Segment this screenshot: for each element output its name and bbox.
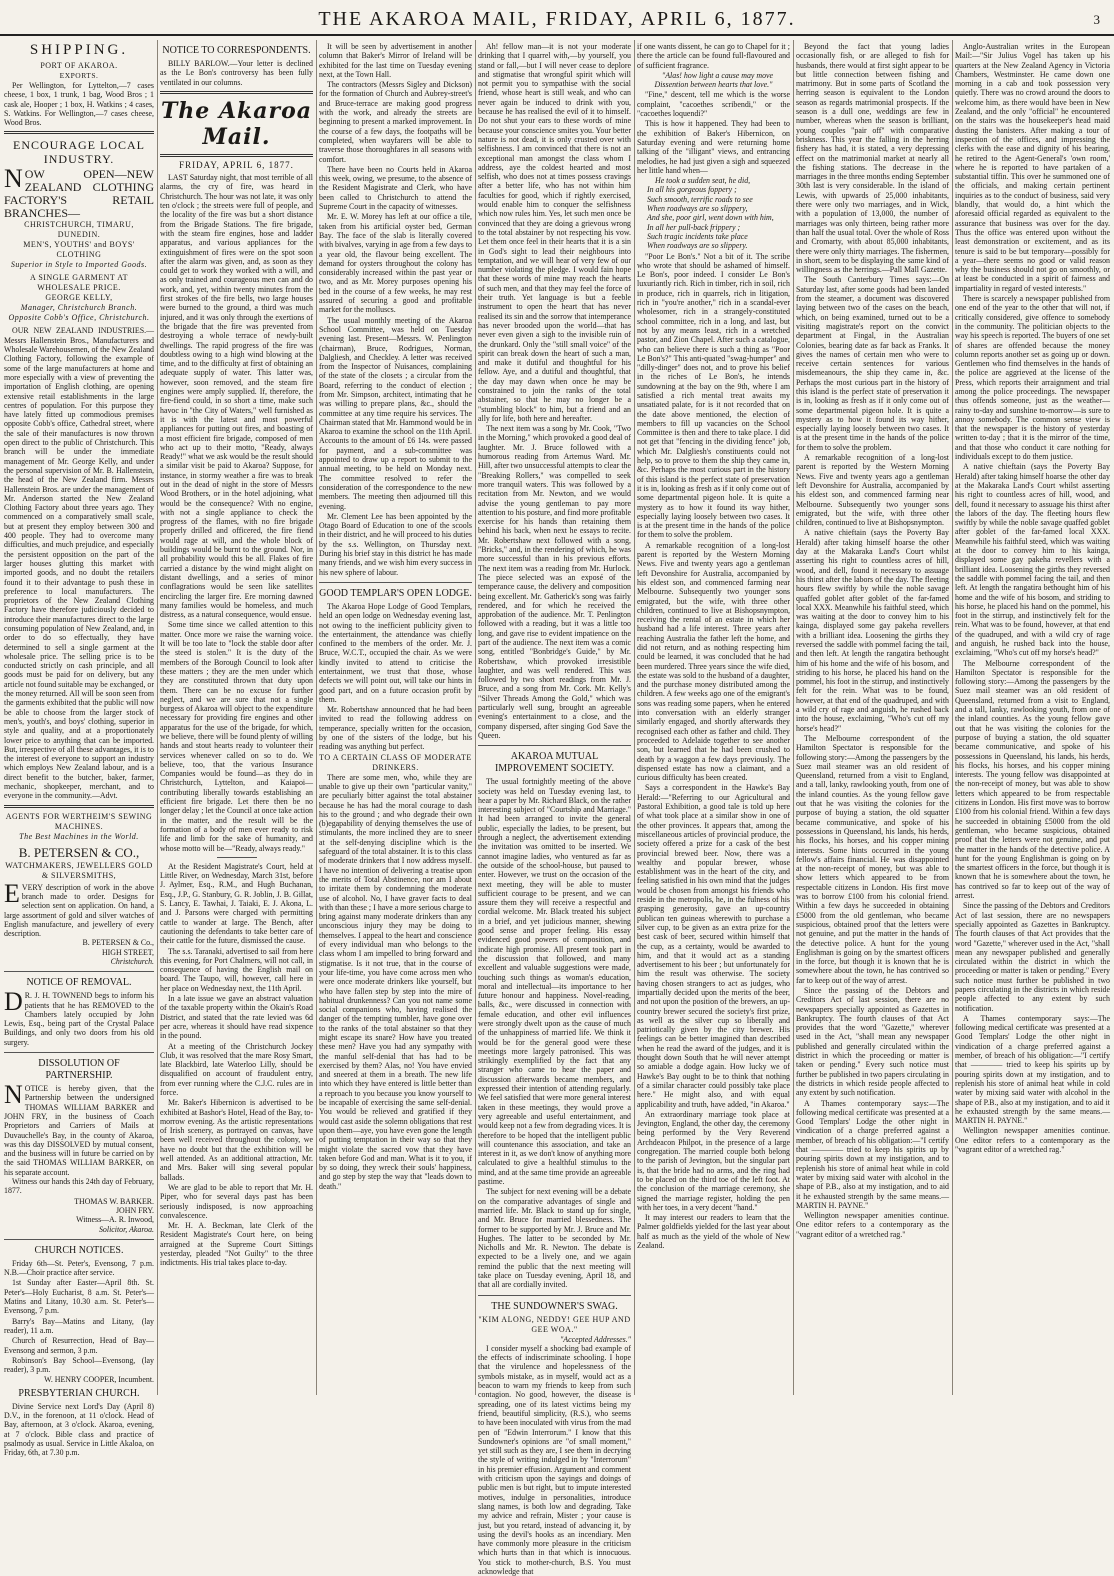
swag-accepted: "Accepted Addresses." (559, 1334, 631, 1344)
verse-quote: "Alas! how light a cause may move Dissention between hearts that love." (654, 70, 774, 90)
column-rule (793, 40, 794, 1395)
thames-certificate: A Thames contemporary says:—The following medical certificate was presented at a Good Templars' Lodge the other night in vindication of a charge preferred against a member, of breach of his obligation:—"I certify that ———— tried to keep his spirits up by pouring spirits down at my instigation, and to replenish his store of animal heat while in cold water by mixing said water with alcohol in the shape of P.B., also at my instigation, and to aid it he exhausted strength by the same means.—MARTIN H. PAYNE." (955, 1013, 1110, 1126)
divider (160, 154, 313, 157)
correspondents-text: BILLY BARLOW.—Your letter is declined as the Le Bon's controversy has been fully ventilated in our columns. (160, 59, 313, 87)
advert-wholesale: A SINGLE GARMENT AT WHOLESALE PRICE. (29, 273, 129, 293)
swag-column-cont: if one wants dissent, he can go to Chapel for it ; there the article can be found full-flavoured and of sufficient fragrance. (637, 42, 790, 70)
paper-nameplate: The Akaroa Mail. (160, 97, 313, 150)
removal-text: R. J. H. TOWNEND begs to inform his patients that he has REMOVED to the Chambers lately occupied by John Lewis, Esq., being part of the Crystal Palace Buildings, and only two doors from his old surgery. (4, 991, 154, 1047)
templar-subheading: TO A CERTAIN CLASS OF MODERATE DRINKERS. (319, 752, 472, 772)
mirror-notice: It will be seen by advertisement in another column that Baker's Mirror of Ireland will be exhibited for the last time on Tuesday evening next, at the Town Hall. (319, 42, 472, 79)
dissolution-notice (4, 1080, 154, 1177)
encourage-heading: ENCOURAGE LOCAL INDUSTRY. (13, 138, 145, 167)
church-notice: Barry's Bay—Matins and Litany, (lay reader), 11 a.m. (4, 1316, 154, 1335)
port-heading: PORT OF AKAROA. (40, 61, 118, 70)
parent-recognition: A remarkable recognition of a long-lost parent is reported by the Western Morning News. Five and twenty years ago a gentleman left Devonshire for Australia, accompanied by his eldest son, and commenced farming near Melbourne. Subsequently two younger sons emigrated, but the wife, with three other children, continued to live at Bishopsnympton, receiving the rental of an estate in which her husband had a life interest. Three years after reaching Australia the father left the home, and did not return, and as nothing respecting him could be learned, it was concluded that he had been murdered. Three years since the wife died, the estate was sold to the husband of a daughter, and the purchase money distributed among the children. A few weeks ago one of the emigrant's sons was reading some papers, when he entered into conversation with an elderly stranger similarly engaged, and shortly afterwards they recognised each other as father and child. They proceeded to Adelaide together to see another son, but learned that he had been crushed to death by a waggon a few days previously. The dispensed estate has now a claimant, and a curious difficulty has been created. (637, 540, 790, 783)
swag-paragraph: "Fine," descent, tell me which is the worse complaint, "cacoethes scribendi," or the "cacoethes loquendi?" (637, 90, 790, 119)
church-notice: Church of Resurrection, Head of Bay—Evensong and sermon, 3 p.m. (4, 1336, 154, 1355)
swag-paragraph: "Poor Le Bon's." Not a bit of it. The scribe who wrote that should be ashamed of himself. Le Bon's, poor indeed. I consider Le Bon's luxuriantly rich. Rich in timber, rich in soil, rich in produce, rich in quarrels, rich in litigation, rich in "you're another," rich in a scandal-ever wholesomer, rich in a strangely-constituted school committee, rich in a long, and last, but not by any means least, rich in a wretched pastor, and Zion Chapel. After such a catalogue, who can believe there is such a thing as "Poor Le Bon's?" This anti-quated "swag-humper" and "dilly-dinger" does not, and to prove his belief in the riches of Le Bon's, he intends sundowning at the bay on the 9th, where I am satisfied a rich mental treat awaits my unsatiated palate, for is it not recorded that on the date above mentioned, the election of members to fill up vacancies on the School Committee is then and there to take place. I did not get that "fencing in the dividing fence" job, which Mr. Dalgliesh's constituents could not help, so to prove to them the ship they came in, &c. Perhaps the most curious part in the history of this island is the perfect state of preservation it is in, looking as fresh as if it only come out of some departmental pigeon hole. It is quite a mystery as to how it found its way hither, especially laying loosely between two cases. It is at the present time in the hands of the police for them to solve the problem. (637, 251, 790, 540)
vogel-article: Anglo-Australian writes in the European Mail:—"Sir Julius Vogel has taken up his quarters at the New Zealand Agency in Victoria Chambers, Westminster. He came down one morning in a cab and took possession very quietly. There was no crowd around the doors to welcome him, as there would have been in New Zealand, and the only "official" he encountered on the stairs was the housekeeper's head maid dusting the banisters. After making a tour of inspection of the offices, and impressing the clerks with the ease and dignity of his bearing, he retired to the Agent-General's 'own room,' where he is reported to have partaken of a substantial tiffin. This over he summoned one of the officials, and making certain pertinent inquiries as to the conduct of business, said very blandly, that would do, a hint which the aforesaid official regarded as equivalent to the assurance that business was over for the day. Thus the office was entered upon without the least demonstration or excitement, and as its tenure is said to be but temporary—possibly for a year—there seems no good or valid reason why the business should not go on smoothly, or at least be conducted in a spirit of fairness and impartiality in regard of vested interests." (955, 42, 1110, 293)
templar-heading: GOOD TEMPLAR'S OPEN LODGE. (319, 587, 472, 599)
church-notice: Robinson's Bay School—Evensong, (lay reader), 3 p.m. (4, 1355, 154, 1375)
column-5 (637, 42, 790, 1394)
templar-report-2: Mr. Robertshaw announced that he had been invited to read the following address on temperance, specially written for the occasion, by one of the sisters of the lodge, but his reading was anything but perfect. (319, 705, 472, 752)
long-lost-parent: A remarkable recognition of a long-lost parent is reported by the Western Morning News. Five and twenty years ago a gentleman left Devonshire for Australia, accompanied by his eldest son, and commenced farming near Melbourne. Subsequently two younger sons emigrated, but the wife, with three other children, continued to live at Bishopsnympton. (796, 453, 949, 528)
divider (4, 805, 154, 808)
solicitor-line: Solicitor, Akaroa. (98, 1224, 154, 1234)
column-3 (319, 42, 472, 1394)
firm-address: HIGH STREET, (101, 947, 154, 957)
drop-cap: N (4, 164, 23, 194)
swag-motto: "KIM ALONG, NEDDY! GEE HUP AND GEE WOA." (478, 1314, 631, 1334)
petersen-text: VERY description of work in the above branch made to order. Designs for selection sent on application. On hand, a large assortment of gold and silver watches of English manufacture, and jewellery of every description. (4, 882, 154, 939)
signature-fry: JOHN FRY. (115, 1205, 154, 1215)
column-1 (4, 42, 154, 1458)
exports-label: EXPORTS. (59, 71, 99, 80)
factory-article: OUR NEW ZEALAND INDUSTRIES.—Messrs Hallenstein Bros., Manufacturers and Wholesale Warehousemen, of the New Zealand Clothing Factory, following the example of some of the large manufacturers at home and more especially with a view of preventing the importation of English clothing, are opening extensive retail establishments in the large centres of population. For this purpose they have lately fitted up commodious premises opposite Cobb's office, Cathedral street, where the sale of their manufactures is now thrown open direct to the public of Christchurch. This branch will be under the immediate management of Mr. George Kelly, and under the personal supervision of Mr. B. Hallenstein, the head of the New Zealand firm. Messrs Hallenstein Bros. are under the management of Mr. Anderson started the New Zealand Clothing Factory about three years ago. They commenced on a comparatively small scale, but at present they employ between 300 and 400 people. They had to overcome many difficulties, and much prejudice, and especially the persistent opposition on the part of the larger houses glutting this market with imported goods, and no doubt the retailers found it to their advantage to push these in preference to local manufacturers. The proprietors of the New Zealand Clothing Factory have therefore judiciously decided to introduce their manufactures direct to the large consuming population of New Zealand, and, in order to do so effectually, they have determined to sell a single garment at the wholesale price. The selling price is to be conducted strictly on cash principle, and all goods must be paid for on delivery, but any article not found suitable may be exchanged, or the money returned. All will be soon seen from the garments exhibited that the public will now be able to choose from the larger stock of men's, youth's, and boys' clothing, superior in style and quality, and at a proportionately lower price to anything that can be imported. But, irrespective of all these advantages, it is to the interest of everyone to support an industry which employs New Zealand labour, and is a direct benefit to the butcher, baker, farmer, mechanic, shopkeeper, merchant, and to everyone in the community.—Advt. (4, 326, 154, 801)
dissolution-text: OTICE is hereby given, that the Partnership between the undersigned THOMAS WILLIAM BARKER and JOHN FRY, in the business of Coach Proprietors and Carriers of Mails at Duvauchelle's Bay, in the county of Akaroa, was this day DISSOLVED by mutual consent, and the business will in future be carried on by the said THOMAS WILLIAM BARKER, on his separate account. (4, 1084, 154, 1177)
chieftain-story: A native chieftain (says the Poverty Bay Herald) after taking himself hoarse the other day at the Makaraka Land's Court whilst asserting his right to countless acres of hill, wood, and dell, found it necessary to assuage his thirst after the labors of the day. The fleeting hours flew swiftly by while the noble savage quaffed goblet after goblet of the far-famed local XXX. Meanwhile his faithful steed, which was waiting at the door to convey him to his kainga, displayed some gay pakeha revellers with a brilliant idea. Loosening the girths they reversed the saddle with pommel facing the tail, and then left. At length the rangatira bethought him of his home and the wife of his bosom, and striding to his horse, he placed his hand on the pommel, his foot in the stirrup, and instinctively felt for the rein. What was to be found, however, at that end of the quadruped, and with a wild cry of rage and anguish, he rushed back into the house, exclaiming, "Who's cut off my horse's head?" (796, 528, 949, 733)
firm-city: Christchurch. (110, 957, 154, 966)
melbourne-story: The Melbourne correspondent of the Hamilton Spectator is responsible for the following story:—Among the passengers by the Suez mail steamer was an old resident of Queensland, returned from a visit to England, and a tall, lanky, rawlooking youth, from one of the inland counties. As the young fellow gave out that he was visiting the colonies for the purpose of buying a station, the old squatter became communicative, and spoke of his possessions in Queensland, his lands, his herds, his flocks, his horses, and his copper mining interests. Some hints occurred in the young fellow's affairs financial. He was disappointed at the non-receipt of money, but was able to show letters which appeared to be from respectable citizens in London. His first move was to borrow £100 from his colonial friend. Within a few days he succeeded in obtaining £5000 from the old gentleman, who became suspicious, obtained proof that the letters were not genuine, and put the matter in the hands of the detective police. A hunt for the young Englishman is going on by the smartest officers in the force, but though it is known that he is somewhere about the town, he has contrived so far to keep out of the way of arrest. (796, 733, 949, 985)
advert-clothing: MEN'S, YOUTHS' and BOYS' CLOTHING (23, 240, 135, 260)
shipping-heading: SHIPPING. (29, 42, 129, 58)
correspondents-heading: NOTICE TO CORRESPONDENTS. (162, 45, 311, 56)
divider (4, 1239, 154, 1240)
church-heading: CHURCH NOTICES. (34, 1244, 124, 1256)
mutual-heading: AKAROA MUTUAL IMPROVEMENT SOCIETY. (494, 751, 615, 775)
convict-report: The South Canterbury Times says:—On Saturday last, after some goods had been landed from the steamer, a document was discovered laying between two of the cases on the beach, which, on being examined, turned out to be a visiting magistrate's report on the convict department at Fingal, in the Australian Colonies, bearing date as far back as Franks. It gives the names of certain men who were to receive certain sentences for various misdemeanours, the ship they came in, &c. Perhaps the most curious part in the history of this island is the perfect state of preservation it is in, looking as fresh as if it only come out of some departmental pigeon hole. It is quite a mystery as to how it found its way hither, especially laying loosely between two cases. It is at the present time in the hands of the police for them to solve the problem. (796, 275, 949, 452)
church-notice: Friday 6th—St. Peter's, Evensong, 7 p.m. N.B.—Choir practice after service. (4, 1258, 154, 1278)
signature-barker: THOMAS W. BARKER. (74, 1196, 154, 1206)
advert-opposite: Opposite Cobb's Office, Christchurch. (8, 313, 150, 323)
drop-cap: E (4, 878, 20, 908)
court-report: At the Resident Magistrate's Court, held at Little River, on Wednesday, March 31st, before J. Aylmer, Esq., R.M., and Hugh Buchanan, Esq., J.P., G. Stanbury, G. R. Joblin, J. B. Gillat, S. Lancy, E. Tawhai, J. Taiaki, E. J. Akona, L. and J. Parsons were charged with permitting cattle to wander at large. The Bench, after cautioning the defendants to take better care of their cattle for the future, dismissed the cause. (160, 861, 313, 946)
clement-lee-notice: Mr. Clement Lee has been appointed by the Otago Board of Education to one of the scools in their district, and he will proceed to his duties by the s.s. Wellington, on Thursday next. During his brief stay in this district he has made many friends, and we wish him every success in his new sphere of labour. (319, 511, 472, 577)
firm-name: B. PETERSEN & CO., (18, 844, 140, 860)
column-7 (955, 42, 1110, 1394)
column-4 (478, 42, 631, 1576)
rate-correction: In a late issue we gave an abstract valuation of the taxable property within the Okain's Road District, and stated that the rate levied was 6d per acre, whereas it should have read sixpence in the pound. (160, 994, 313, 1041)
templar-address-cont: Ah! fellow man—it is not your moderate drinking that I quarrel with,—by yourself, you stand or fall,—but I will never cease to deplore and stigmatise that wrongful spirit which will not permit you to sympathise with the social friend, whose heart is still weak, and who can never again be induced to drink with you, because he has realised the evil of it to himself. Do not shut your ears to these words of mine because your conscience smites you. Your better nature is not dead, it is only crusted over with selfishness. I am convinced that there is not an exceptional man amongst the class whom I address, aye the coldest hearted and most selfish, who does not at times possess cravings after a better life, who has not within him faculties for good, which if rightly exercised, would enable him to conquer the selfishness which now rules him. Yes, let such men once be convinced that they are doing a grievous wrong to the total abstainer by not respecting his vow. Let them once feel in their hearts that it is a sin in God's sight to lead their neighbours into temptation, and we will hear of very few of our number violating the pledge. I would fain hope that these words of mine may reach the hearts of such men, and that they may feel the force of their truth. Yet language is but a feeble instrument to open the heart that has never realised its sin and the sorrow that intemperance has never brooded upon the world—that has never even given a sigh to the invisible ruin of the drunkard. Only the "still small voice" of the spirit can break down the heart of such a man, and make it dutiful and thoughtful for his fellow. Aye, and a dutiful and thoughtful, that the day may dawn when once he may be constrained to join the ranks of the total abstainer, so that he may no longer be a "stumbling block" to him, but a friend and an ally for life, both here and hereafter. (478, 42, 631, 423)
advert-superior: Superior in Style to Imported Goods. (10, 260, 148, 270)
divider (478, 745, 631, 746)
newspaper-offence: There is scarcely a newspaper published from one end of the year to the other that will not, if critically considered, give offence to somebody in the community. The politician objects to the way his speech is reported. The buyers of one set of shares are offended because the money column reports another set as going up or down. Gentlemen who find themselves in the hands of the police are aggrieved at the license of the Press, which reports their arraignment and trial among the police proceedings. The newspaper thus offends someone, just as the weather—rainy to-day and sunshine to-morrow—is sure to annoy somebody. The common sense view is that the newspaper is the history of yesterday written to-day ; that it is the mirror of the time, and that those who conduct it care nothing for individuals except to do them justice. (955, 294, 1110, 462)
witness-line: Witness our hands this 24th day of February, 1877. (4, 1177, 154, 1196)
wellington-amenities: Wellington newspaper amenities continue. One editor refers to a contemporary as the "vagrant editor of a wretched rag." (796, 1211, 949, 1239)
firm-signature: B. PETERSEN & Co., (82, 938, 154, 948)
piper-notice: We are glad to be able to report that Mr. H. Piper, who for several days past has been seriously indisposed, is now approaching convalescence. (160, 1182, 313, 1220)
removal-notice (4, 987, 154, 1047)
advert-towns: CHRISTCHURCH, TIMARU, DUNEDIN. (24, 220, 134, 240)
column-rule (634, 40, 635, 1395)
templar-programme: The next item was a song by Mr. Cook, "Two in the Morning," which provoked a good deal of laughter. Mr. J. Bruce followed with a humorous reading from Artemus Ward. Mr. Hill, after two unsuccessful attempts to clear the "Breaking Rollers," was compelled to seek more tranquil waters. This was followed by a recitation from Mr. Newton, and we would advise the young gentleman to pay more attention to his posture, and find more profitable exercise for his hands than retaining them behind his back, when next he essays to recite. Mr. Robertshaw next followed with a song, "Bricks," and, in the rendering of which, he was more successful than in his previous efforts. The next item was a reading from Mr. Hurlock. The piece selected was an exposé of the temperance cause, the delivery and composition being excellent. Mr. Gatherick's song was fairly rendered, and for which he received the approbation of the audience. Mr. T. Penlington followed with a reading, but it was a little too long, and gave rise to evident impatience on the part of the audience. The next item was a comic song, entitled "Bonbridge's Guide," by Mr. Robertshaw, which provoked irresistible laughter, and was well rendered. This was followed by two short readings from Mr. J. Bruce, and a song from Mr. Cork. Mr. Kelly's "Silver Threads Among the Gold," which was particularly well sung, brought an agreeable evening's entertainment to a close, and the company dispersed, after singing God Save the Queen. (478, 424, 631, 740)
wellington-amenities: Wellington newspaper amenities continue. One editor refers to a contemporary as the "vagrant editor of a wretched rag." (955, 1126, 1110, 1155)
presbyterian-notice: Divine Service next Lord's Day (April 8) D.V., in the forenoon, at 11 o'clock. Head of Bay, afternoon, at 3 o'clock. Akaroa, evening, at 7 o'clock. Bible class and practice of psalmody as usual. Service in Little Akaloa, on Friday, 6th, at 7.30 p.m. (4, 1401, 154, 1458)
editorial-fire-2: Some time since we called attention to this matter. Once more we raise the warning voice. It will be too late to "lock the stable door after the steed is stolen." It is the duty of the members of the Borough Council to look after these matters ; they are the men under which they are constituted thrown that duty upon them. There can be no excuse for further neglect, and we are sure that not a single burgess of Akaroa will object to the expenditure necessary for providing fire engines and other apparatus for the use of the brigade, for which, we believe, there will be found plenty of willing hands and stout hearts ready to volunteer their services whenever called on so to do. We believe, too, that the various Insurance Companies would be found—as they do in Christchurch, Lyttelton, and Kaiapoi—contributing liberally towards establishing an efficient fire brigade. Let there then be no longer delay ; let the Council at once take action in the matter, and the result will be the formation of a body of men ever ready to risk life and limb for the sake of humanity, and whose motto will be—"Ready, always ready." (160, 620, 313, 853)
drop-cap: N (4, 1080, 23, 1110)
clothing-advert (4, 164, 154, 323)
agents-heading: AGENTS FOR WERTHEIM'S SEWING MACHINES. (5, 811, 153, 831)
petersen-advert (4, 878, 154, 939)
column-6 (796, 42, 949, 1394)
marriage-story: An extraordinary marriage took place at Jevington, England, the other day, the ceremony being performed by the Very Reverend Archdeacon Philpot, in the presence of a large congregation. The married couple both belong to the parish of Jevington, but the singular part is, that the bride had no arms, and the ring had to be placed on the third toe of the left foot. At the conclusion of the marriage ceremony, she signed the marriage register, holding the pen with her toes, in a very decent "hand." (637, 1109, 790, 1212)
oyster-notice: Mr. E. W. Morey has left at our office a tile, taken from his artificial oyster bed, German Bay. The face of the slab is literally covered with bivalves, varying in age from a few days to a year old, the flavour being excellent. The demand for oysters throughout the colony has considerably increased within the past year or two, and as Mr. Morey purposes opening his bed in the course of a few weeks, he may rest assured of securing a good and profitable market for the molluscs. (319, 212, 472, 315)
brewer-story: Says a correspondent in the Hawke's Bay Herald:—"Referring to our Agricultural and Pastoral Exhibition, a good tale is told up here of what took place at a similar show in one of the other provinces. It appears that, among the miscellaneous articles of provincial produce, the society offered a prize for a cask of the best provincial brewed beer. Now, there was a wealthy and popular brewer, whose establishment was in the heart of the city, and feeling satisfied in his own mind that the judges would be chosen from amongst his friends who reside in the metropolis, he, in the fulness of his grasping generosity, gave an up-country publican ten guineas wherewith to purchase a silver cup, to be given as an extra prize for the best cask of beer, secured within himself that the cup, as a certainty, would be awarded to him, and that it would act as a standing advertisement to his beer ; but unfortunately for him the result was otherwise. The society having chosen strangers to act as judges, who impartially decided upon the merits of the beer, and not upon the position of the brewers, an up-country brewer secured the society's first prize, as well as the silver cup so liberally and patriotically given by the city brewer. His feelings can be better imagined than described when he read the award of the judges, and it is thought down South that he will never attempt so amiable a dodge again. How lucky we of Hawke's Bay ought to be to think that nothing of a similar character could possibly take place here." He might also, and with equal applicability and truth, have added, "in Akaroa." (637, 783, 790, 1109)
advert-kelly: GEORGE KELLY, (45, 293, 113, 303)
exports-text: Per Wellington, for Lyttelton,—7 cases cheese, 1 box, 1 trunk, 1 bag, Wood Bros ; 1 cask ale, Hooper ; 1 box, H. Watkins ; 4 cases, S. Watkins. For Wellington,—7 cases cheese, Wood Bros. (4, 81, 154, 128)
mutual-report: The usual fortnightly meeting of the above society was held on Tuesday evening last, to hear a paper by Mr. Richard Black, on the rather interesting subject of "Courtship and Marriage." It had been arranged to invite the general public, especially the ladies, to be present, but through a neglect, the advertisement extending the invitation was omitted to be inserted. We cannot imagine ladies, who ventured as far as the outside of the school-house, but paused to enter. However, we trust on the occasion of the next meeting, they will be able to muster sufficient courage to be present, and we can assure them they will receive a respectful and cordial welcome. Mr. Black treated his subject in a brief, and yet judicious manner, shewing good sense and proper feeling. His essay evidenced good powers of composition, and indicate high promise. All present took part in the discussion that followed, and many excellent and valuable suggestions were made, touching such things as woman's education, moral and intellectual—its importance to her future honour and happiness. Novel-reading, balls, &c., were discussed in connection with female education, and other evil influences were strongly dwelt upon as the cause of much of the unhappiness of married life. We think it would be for the general good were these meetings more largely patronised. This was strikingly exemplified by the fact that any stranger who came to hear the paper and discussion afterwards became members, and expressed their intention of attending regularly. We feel satisfied that were more general interest taken in these meetings, they would prove a very agreeable and useful entertainment, and would keep not a few from degrading vices. It is therefore to be hoped that the intelligent public will countenance this association, and take an interest in it, as we don't know of anything more calculated to give a healthful stimulus to the mind, and at the same time provide an agreeable pastime. (478, 777, 631, 1187)
divider (4, 1052, 154, 1053)
debtors-act: Since the passing of the Debtors and Creditors Act of last session, there are no newspapers specially appointed as Gazettes in Bankruptcy. The fourth clauses of that Act provides that the word "Gazette," wherever used in the Act, "shall mean any newspaper published and generally circulated within the district in which the proceeding or matter is taken or pending." Every such notice must further be published in two papers circulating in the districts in which reside people affected to any extent by such notification. (955, 901, 1110, 1013)
swag-heading: THE SUNDOWNER'S SWAG. (491, 1300, 618, 1312)
drop-cap: D (4, 987, 23, 1017)
advert-manager: Manager, Christchurch Branch. (20, 303, 138, 313)
column-rule (316, 40, 317, 1395)
church-notice: 1st Sunday after Easter—April 8th. St. Peter's—Holy Eucharist, 8 a.m. St. Peter's—Matins and Litany, 10.30 a.m. St. Peter's—Evensong, 7 p.m. (4, 1278, 154, 1316)
verse-stanza: He took a sudden seat, he did, In all his gorgeous foppery ; Such smooth, terrific roads to see When roadways are so slippery, And she, poor girl, went down with him, In all her pull-back frippery ; Such tragic incidents take place When roadways are so slippery. (647, 176, 774, 251)
debtors-act: Since the passing of the Debtors and Creditors Act of last session, there are no newspapers specially appointed as Gazettes in Bankruptcy. The fourth clauses of that Act provides that the word "Gazette," wherever used in the Act, "shall mean any newspaper published and generally circulated within the district in which the proceeding or matter is taken or pending." Every such notice must further be published in two papers circulating in the districts in which reside people affected to any extent by such notification. (796, 985, 949, 1098)
jockey-club-notice: At a meeting of the Christchurch Jockey Club, it was resolved that the mare Rosy Smart, late Blackbird, late Waterloo Lilly, should be disqualified on account of fraudulent entry, from ever running where the C.J.C. rules are in force. (160, 1041, 313, 1097)
school-committee-report: The usual monthly meeting of the Akaroa School Committee, was held on Tuesday evening last. Present—Messrs. W. Penlington (chairman), Bruce, Rodrigues, Norman, Dalgliesh, and Checkley. A letter was received from the Inspector of Nuisances, complaining of the state of the closets ; a circular from the Board, referring to the conduct of election ; from Mr. Simpson, architect, intimating that he was willing to prepare plans, &c., should the committee at any time require his services. The Chairman stated that Mr. Hammond would be in Akaroa to examine the school on the 11th April. Accounts to the amount of £6 14s. were passed for payment, and a sub-committee was appointed to draw up a report to submit to the annual meeting, to be held on Monday next. The committee resolved to refer the consideration of the correspondence to the new members. The meeting then adjourned till this evening. (319, 315, 472, 511)
taranaki-notice: The s.s. Taranaki, advertised to sail from here this evening, for Port Chalmers, will not call, in consequence of having the English mail on board. The Taupo, will, however, call here in her place on Wednesday next, the 11th April. (160, 946, 313, 993)
swag-column: I consider myself a shocking bad example of the effects of indiscriminate schooling. I hope that the virulence and hopelessness of the symbols mistake, as in myself, would act as a beacon to warn my friends to keep from such contagion. No good, however, the disease is spreading, one of its latest victims being my friend, beautiful simplicity, (R.S.), who seems to have been inoculated with virus from the mad pen of "Edwin Interrorum." I know that this Sundowner's opinions are "of small moment," yet still such as they are, I see them in decrying the style of writing indulged in by "Interrorum" in his premier effusion. Argument and comment with criticism upon the sayings and doings of public men is but right, but to impute interested motives, indulge in personalities, introduce slang names, is both low and degrading. Take my advice and refrain, Mister ; your cause is just, but you retard, instead of advancing it, by using the devil's hooks as an incendiary. Men have commonly more pleasure in the criticism which hurts than in that which is innocuous. You stick to mother-church, B.S. You must acknowledge that (478, 1343, 631, 1576)
firm-trade: WATCHMAKERS, JEWELLERS GOLD & SILVERSMITHS, (5, 860, 153, 880)
divider (319, 582, 472, 583)
church-signature: W. HENRY COOPER, Incumbent. (44, 1375, 154, 1385)
advert-lead: OW OPEN—NEW ZEALAND CLOTHING FACTORY'S RETAIL BRANCHES— (4, 167, 154, 221)
beckman-notice: Mr. H. A. Beckman, late Clerk of the Resident Magistrate's Court here, on being arraigned at the Supreme Court Sittings yesterday, pleaded "Not Guilty" to the three indictments. His trial takes place to-day. (160, 1221, 313, 1268)
divider (160, 91, 313, 94)
removal-heading: NOTICE OF REMOVAL. (26, 977, 132, 989)
herring-article: Beyond the fact that young ladies occasionally fish, or are alleged to fish for husbands, there would at first sight appear to be but little connection between fishing and matrimony. But in some parts of Scotland the herring season is equivalent to the London season as regards matrimonial prospects. If the season is a dull one, weddings are few in number, whereas when the season is brilliant, young couples "pair off" with comparative briskness. This year the falling in the herring fishery has had, it is stated, a very depressing effect on the matrimonial market at nearly all the fishing stations. The decrease in the marriages in the three months ending September 30th last is very considerable. In the island of Lewis, with upwards of 25,000 inhabitants, there were only two marriages, and in Wick, with a population of 13,000, the number of marriages was only thirteen, being rather more than half the usual total. Over the whole of Ross and Cromarty, with about 85,000 inhabitants, there were only thirty marriages. The fishermen, in short, seem to be displaying the same kind of willingness as the herrings.—Pall Mall Gazette. (796, 42, 949, 275)
dissolution-heading: DISSOLUTION OF PARTNERSHIP. (38, 1058, 120, 1082)
editorial-date: FRIDAY, APRIL 6, 1877. (179, 159, 294, 170)
agents-sub: The Best Machines in the World. (19, 831, 139, 841)
mutual-report-2: The subject for next evening will be a debate on the comparative advantages of single and married life. Mr. Black to stand up for single, and Mr. Bruce for married blessedness. The former to be supported by Mr. J. Bruce and Mr. Hughes. The latter to be seconded by Mr. Nicholls and Mr. R. Newton. The debate is expected to be a lively one, and we again remind the public that the next meeting will take place on Tuesday evening, April 18, and that all are cordially invited. (478, 1187, 631, 1290)
templar-address: There are some men, who, while they are unable to give up their own "particular vanity," are peculiarly bitter against the total abstainer because he has had the moral courage to dash his to the ground ; and who degrade their own (b)egapability of denying themselves the use of stimulants, the more inclined they are to sneer at the self-denying discipline which is the safeguard of the total abstainer. It is to this class of moderate drinkers that I now address myself. I have no intention of delivering a treatise upon the merits of Total Abstinence, nor am I about to irritate them by condemning the moderate use of alcohol. No, I have graver facts to deal with than these ; I have a more serious charge to bring against many moderate drinkers than any unconscious injury they may be doing to themselves. I appeal to the heart and conscience of every individual man who belongs to the class whom I am impelled to bring forward and stigmatise. Is it not true, that in the course of your life-time, you have come across men who were once moderate drinkers like yourself, but who have fallen step by step into the mire of habitual drunkenness? Can you not name some social companions who, having realised the danger of the tempting tumbler, have gone over to the ranks of the total abstainer so that they might escape its snare? How have you treated these men? Have you had any sympathy with the manful self-denial that has had to be exercised by them? Alas, no! You have envied and sneered at them in a breath. The new life into which they have entered is little better than a reproach to you because you know yourself to be incapable of exercising the same self-denial. You would be relieved and gratified if they would cast aside the solemn obligations that rest upon them—aye, you have even gone the length of putting temptation in their way so that they might violate the sacred vow that they have taken before God and man. What is it to you, if by so doing, they wreck their souls' happiness, and go step by step the way that "leads down to death." (319, 772, 472, 1191)
editorial-fire: LAST Saturday night, that most terrible of all alarms, the cry of fire, was heard in Christchurch. The hour was not late, it was only ten o'clock ; the streets were full of people, and the locality of the fire was but a short distance from the Brigade Stations. The fire brigade, with the steam fire engines, hose and ladder apparatus, and various appliances for the extinguishment of fires were on the spot soon after the alarm was given, and, as soon as they could get to work they worked with a will, and as only trained and courageous men can and do work, and, yet, within twenty minutes from the first strokes of the fire bells, two large houses were burned to the ground, a third was much injured, and it was only through the exertions of the brigade that the fire was prevented from destroying a whole terrace of newly-built dwellings. The rapid progress of the fire was doubtless owing to a high wind blowing at the time, and to the difficulty at first of obtaining an adequate supply of water. This latter was, however, soon removed, and the steam fire engines were amply supplied. If, therefore, the fire-fiend could, in so short a time, make such havoc in "the City of Waters," well furnished as it is with the latest and most powerful appliances for putting out fires, and boasting of a most efficient fire brigade, composed of men who act up to their motto, "Ready, always Ready!" what we ask would be the result should a similar visit be paid to Akaroa? Suppose, for instance, in stormy weather a fire was to break out in the dead of night in the store of Messrs Wood Brothers, or in the hotel adjoining, what would be the consequence? With no engine, with not a single appliance to check the progress of the flames, with no fire brigade properly drilled and officered, the fire fiend would rage at will, and the whole block of buildings would be burnt to the ground. Nor, in all probability would this be all. Flakes of fire carried a distance by the wind might alight on distant dwellings, and a series of minor conflagrations would be seen like satellites encircling the larger fire. Ere morning dawned many families would be homeless, and much distress, as a natural consequence, would ensue. (160, 173, 313, 620)
thames-certificate: A Thames contemporary says:—The following medical certificate was presented at a Good Templars' Lodge the other night in vindication of a charge preferred against a member, of breach of his obligation:—"I certify that ———— tried to keep his spirits up by pouring spirits down at my instigation, and to replenish his store of animal heat while in cold water by mixing said water with alcohol in the shape of P.B., also at my instigation, and to aid it he exhausted strength by the same means.—MARTIN H. PAYNE." (796, 1098, 949, 1210)
column-2 (160, 42, 313, 1394)
column-rule (952, 40, 953, 1395)
column-rule (475, 40, 476, 1395)
courts-notice: There have been no Courts held in Akaroa this week, owing, we presume, to the absence of the Resident Magistrate and Clerk, who have been called to Christchurch to attend the Supreme Court in the capacity of witnesses. (319, 164, 472, 212)
hibernicon-notice: Mr. Baker's Hibernicon is advertised to be exhibited at Bashor's Hotel, Head of the Bay, to-morrow evening. As the artistic representations of Irish scenery, as portrayed on canvas, have been well received throughout the colony, we have no doubt but that the exhibition will be well attended. As an additional attraction, Mr. and Mrs. Baker will sing several popular ballads. (160, 1098, 313, 1182)
divider (4, 971, 154, 972)
newspaper-title: THE AKAROA MAIL, FRIDAY, APRIL 6, 1877. (318, 8, 796, 30)
witness-signature: Witness—A. R. Inwood, (76, 1215, 154, 1225)
divider (478, 1295, 631, 1296)
palmer-goldfields: It may interest our readers to learn that the Palmer goldfields yielded for the last year about half as much as the yield of the whole of New Zealand. (637, 1213, 790, 1250)
streets-notice: The contractors (Messrs Sigley and Dickson) for the formation of Church and Aubrey-street's and Bruce-terrace are making good progress with the work, and already the streets are beginning to present a marked improvement. In the course of a few days, the footpaths will be completed, when wayfarers will be able to traverse those thoroughfares in all seasons with comfort. (319, 80, 472, 164)
divider (217, 857, 257, 858)
column-rule (157, 40, 158, 1395)
melbourne-story: The Melbourne correspondent of the Hamilton Spectator is responsible for the following story:—Among the passengers by the Suez mail steamer was an old resident of Queensland, returned from a visit to England, and a tall, lanky, rawlooking youth, from one of the inland counties. As the young fellow gave out that he was visiting the colonies for the purpose of buying a station, the old squatter became communicative, and spoke of his possessions in Queensland, his lands, his herds, his flocks, his horses, and his copper mining interests. The young fellow was disappointed at the non-receipt of money, but was able to show letters which appeared to be from respectable citizens in London. His first move was to borrow £100 from his colonial friend. Within a few days he succeeded in obtaining £5000 from the old gentleman, who became suspicious, obtained proof that the letters were not genuine, and put the matter in the hands of the detective police. A hunt for the young Englishman is going on by the smartest officers in the force, but though it is known that he is somewhere about the town, he has contrived so far to keep out of the way of arrest. (955, 658, 1110, 901)
page-number: 3 (1093, 12, 1100, 27)
chieftain-story: A native chieftain (says the Poverty Bay Herald) after taking himself hoarse the other day at the Makaraka Land's Court whilst asserting his right to countless acres of hill, wood, and dell, found it necessary to assuage his thirst after the labors of the day. The fleeting hours flew swiftly by while the noble savage quaffed goblet after goblet of the far-famed local XXX. Meanwhile his faithful steed, which was waiting at the door to convey him to his kainga, displayed some gay pakeha revellers with a brilliant idea. Loosening the girths they reversed the saddle with pommel facing the tail, and then left. At length the rangatira bethought him of his home and the wife of his bosom, and striding to his horse, he placed his hand on the pommel, his foot in the stirrup, and instinctively felt for the rein. What was to be found, however, at that end of the quadruped, and with a wild cry of rage and anguish, he rushed back into the house, exclaiming, "Who's cut off my horse's head?" (955, 462, 1110, 658)
presbyterian-heading: PRESBYTERIAN CHURCH. (18, 1387, 140, 1399)
templar-report: The Akaroa Hope Lodge of Good Templars, held an open lodge on Wednesday evening last, not owing to the inefficient publicity given to the entertainment, the attendance was chiefly confined to the members of the order. Mr. J. Bruce, W.C.T., occupied the chair. As we were kindly invited to attend to criticise the entertainment, we trust that those, whose defects we will point out, will take our hints in good part, and on a future occasion profit by them. (319, 601, 472, 704)
swag-paragraph: This is how it happened. They had been to the exhibition of Baker's Hibernicon, on Saturday evening and were returning home talking of the "illigant" views, and entrancing melodies, he had just given a sigh and squeezed her little hand when— (637, 119, 790, 175)
divider (4, 131, 154, 134)
masthead (0, 0, 1114, 36)
